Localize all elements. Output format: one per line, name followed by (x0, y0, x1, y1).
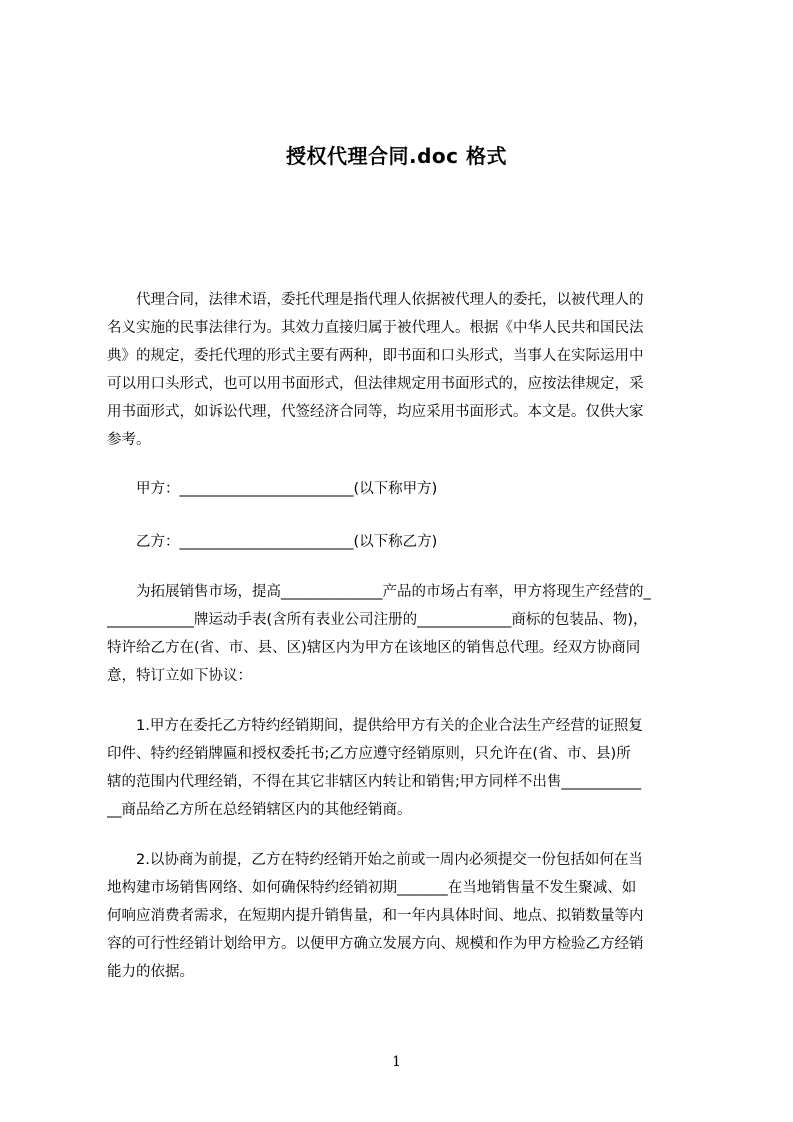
party-a-line: 甲方：________________________(以下称甲方) (136, 481, 438, 497)
clause-2-line: 2.以协商为前提，乙方在特约经销开始之前或一周内必须提交一份包括如何在当 (136, 852, 643, 868)
preamble-line: ____________牌运动手表(含所有表业公司注册的_____________商标的包装品、物)， (107, 612, 648, 628)
clause-2-line: 地构建市场销售网络、如何确保特约经销初期_______在当地销售量不发生聚减、如 (107, 880, 637, 896)
clause-1-line: __商品给乙方所在总经销辖区内的其他经销商。 (107, 802, 412, 818)
preamble-line: 特许给乙方在(省、市、县、区)辖区内为甲方在该地区的销售总代理。经双方协商同 (107, 640, 641, 656)
intro-line: 代理合同，法律术语，委托代理是指代理人依据被代理人的委托，以被代理人的 (136, 292, 644, 308)
clause-1-line: 印件、特约经销牌匾和授权委托书;乙方应遵守经销原则，只允许在(省、市、县)所 (107, 746, 631, 762)
clause-1-line: 1.甲方在委托乙方特约经销期间，提供给甲方有关的企业合法生产经营的证照复 (136, 718, 643, 734)
preamble-line: 意，特订立如下协议： (107, 668, 252, 684)
intro-line: 典》的规定，委托代理的形式主要有两种，即书面和口头形式，当事人在实际运用中 (107, 348, 644, 364)
intro-line: 用书面形式，如诉讼代理，代签经济合同等，均应采用书面形式。本文是。仅供大家 (107, 404, 644, 420)
intro-line: 名义实施的民事法律行为。其效力直接归属于被代理人。根据《中华人民共和国民法 (107, 320, 644, 336)
clause-1-line: 辖的范围内代理经销，不得在其它非辖区内转让和销售;甲方同样不出售___________ (107, 774, 642, 790)
intro-line: 参考。 (107, 432, 151, 448)
clause-2-line: 何响应消费者需求，在短期内提升销售量，和一年内具体时间、地点、拟销数量等内 (107, 908, 644, 924)
document-title: 授权代理合同.doc 格式 (286, 144, 507, 168)
party-b-line: 乙方：________________________(以下称乙方) (136, 534, 438, 550)
clause-2-line: 能力的依据。 (107, 964, 194, 980)
intro-line: 可以用口头形式，也可以用书面形式，但法律规定用书面形式的，应按法律规定，采 (107, 376, 644, 392)
preamble-line: 为拓展销售市场，提高______________产品的市场占有率，甲方将现生产经营的_ (136, 584, 651, 600)
page-number: 1 (392, 1054, 401, 1070)
clause-2-line: 容的可行性经销计划给甲方。以便甲方确立发展方向、规模和作为甲方检验乙方经销 (107, 936, 644, 952)
